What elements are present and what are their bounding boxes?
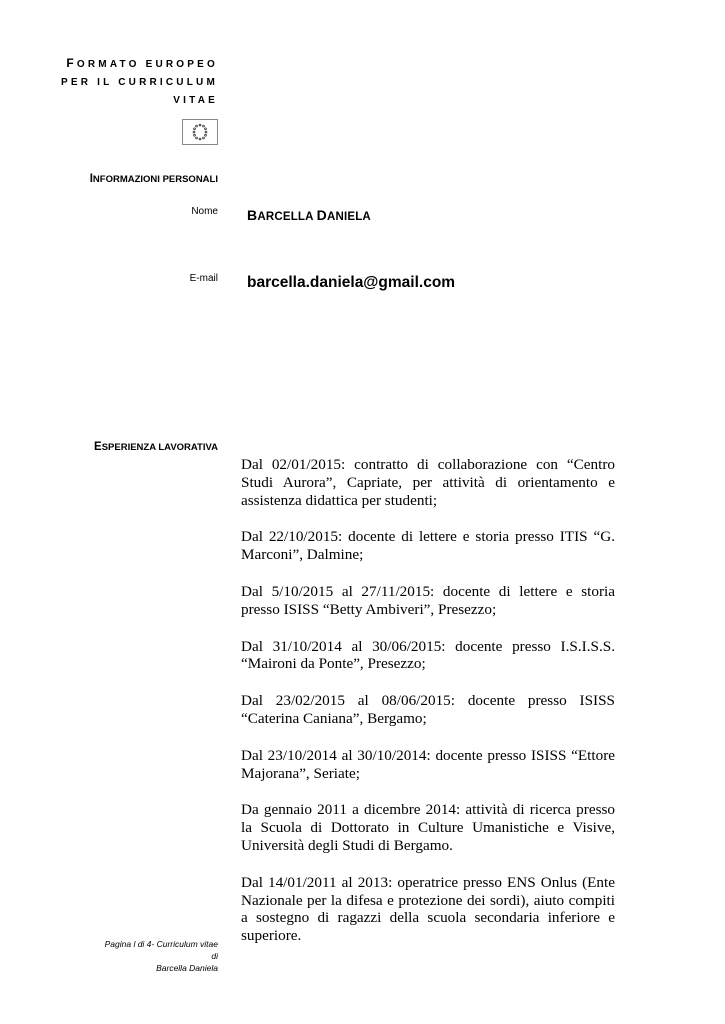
page-footer xyxy=(105,938,218,974)
section-title-text: NFORMAZIONI PERSONALI xyxy=(92,174,218,185)
experience-item: Dal 23/02/2015 al 08/06/2015: docente presso ISISS “Caterina Caniana”, Bergamo; xyxy=(241,692,615,727)
section-initial: E xyxy=(94,441,102,453)
name-label: Nome xyxy=(191,206,218,217)
experience-item: Dal 22/10/2015: docente di lettere e storia presso ITIS “G. Marconi”, Dalmine; xyxy=(241,528,615,564)
experience-item: Dal 5/10/2015 al 27/11/2015: docente di lettere e storia presso ISISS “Betty Ambiveri”, Presezzo; xyxy=(241,582,615,618)
section-initial: I xyxy=(89,173,93,185)
header-line-1 xyxy=(61,54,218,74)
header-initial: F xyxy=(66,56,77,70)
firstname-initial: D xyxy=(316,207,327,223)
firstname-text: ANIELA xyxy=(326,211,371,223)
footer-line-1: Pagina l di 4- Curriculum vitae xyxy=(104,939,218,949)
footer-line-3: Barcella Daniela xyxy=(156,963,218,973)
surname-text: ARCELLA xyxy=(257,211,317,223)
document-header xyxy=(61,54,218,110)
surname-initial: B xyxy=(247,207,258,223)
email-value[interactable]: barcella.daniela@gmail.com xyxy=(247,274,456,291)
experience-item: Dal 23/10/2014 al 30/10/2014: docente presso ISISS “Ettore Majorana”, Seriate; xyxy=(241,746,615,782)
header-line-3: VITAE xyxy=(173,95,218,106)
section-title-experience xyxy=(94,441,218,453)
name-value xyxy=(247,207,371,223)
experience-item: Dal 02/01/2015: contratto di collaborazione con “Centro Studi Aurora”, Capriate, per attività di orientamento e assistenza didattica per studenti; xyxy=(241,456,615,509)
header-line-1-text: ORMATO EUROPEO xyxy=(76,59,218,70)
eu-flag-icon xyxy=(182,119,218,145)
section-title-text: SPERIENZA LAVORATIVA xyxy=(101,442,218,453)
header-line-2: PER IL CURRICULUM xyxy=(61,77,218,88)
email-label: E-mail xyxy=(189,273,218,284)
experience-item: Dal 31/10/2014 al 30/06/2015: docente presso I.S.I.S.S. “Maironi da Ponte”, Presezzo; xyxy=(241,637,615,673)
footer-line-2: di xyxy=(211,951,218,961)
experience-item: Dal 14/01/2011 al 2013: operatrice presso ENS Onlus (Ente Nazionale per la difesa e protezione dei sordi), aiuto compiti a sostegno di ragazzi della scuola secondaria inferiore e superiore. xyxy=(241,873,615,945)
experience-item: Da gennaio 2011 a dicembre 2014: attività di ricerca presso la Scuola di Dottorato in Culture Umanistiche e Visive, Università degli Studi di Bergamo. xyxy=(241,801,615,854)
section-title-personal xyxy=(90,173,218,185)
experience-list xyxy=(241,456,615,964)
